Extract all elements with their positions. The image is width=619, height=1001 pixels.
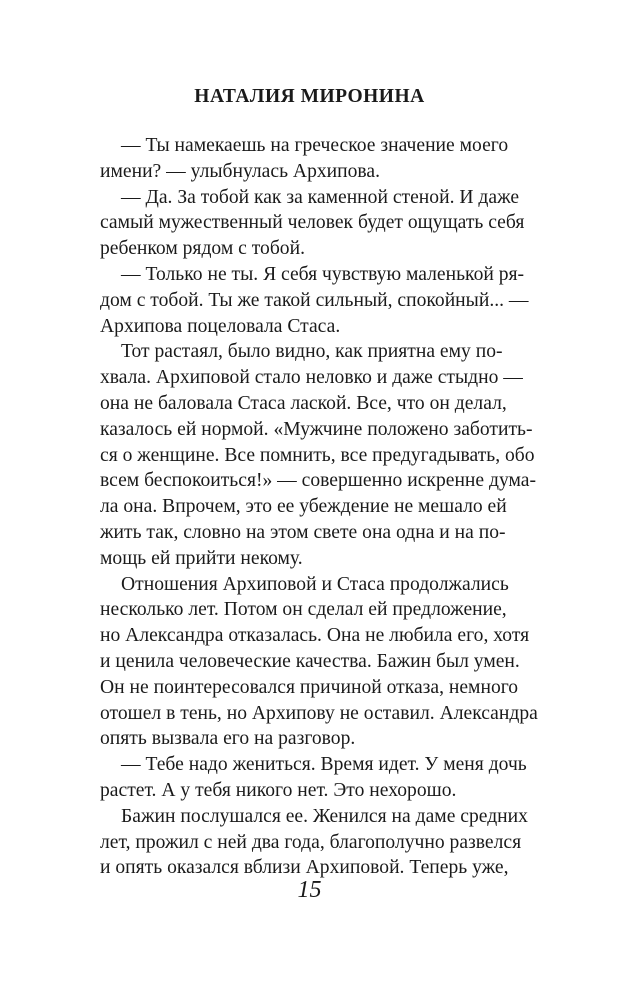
text-line: — Только не ты. Я себя чувствую маленькой ря-	[121, 263, 525, 285]
text-line: лет, прожил с ней два года, благополучно развелся	[100, 831, 522, 853]
text-line: самый мужественный человек будет ощущать себя	[100, 212, 525, 234]
text-line: и опять оказался вблизи Архиповой. Теперь уже,	[100, 857, 509, 879]
text-line: — Да. За тобой как за каменной стеной. И даже	[121, 186, 520, 208]
text-line: и ценила человеческие качества. Бажин был умен.	[100, 650, 520, 672]
text-line: Архипова поцеловала Стаса.	[100, 315, 341, 337]
text-line: Тот растаял, было видно, как приятна ему по-	[121, 341, 503, 363]
text-line: она не баловала Стаса лаской. Все, что он делал,	[100, 392, 507, 414]
text-line: Бажин послушался ее. Женился на даме средних	[121, 805, 528, 827]
running-header-author: НАТАЛИЯ МИРОНИНА	[194, 86, 425, 107]
text-line: опять вызвала его на разговор.	[100, 728, 356, 750]
text-line: Отношения Архиповой и Стаса продолжались	[121, 573, 509, 595]
text-line: — Ты намекаешь на греческое значение моего	[121, 135, 509, 156]
text-line: хвала. Архиповой стало неловко и даже стыдно —	[100, 367, 523, 389]
page-number: 15	[297, 877, 322, 903]
text-line: мощь ей прийти некому.	[100, 547, 303, 569]
text-line: ся о женщине. Все помнить, все предугадывать, обо	[100, 444, 535, 466]
text-line: дом с тобой. Ты же такой сильный, спокойный... —	[100, 289, 529, 311]
text-line: имени? — улыбнулась Архипова.	[100, 160, 381, 182]
text-line: всем беспокоиться!» — совершенно искренне дума-	[100, 470, 536, 492]
text-line: растет. А у тебя никого нет. Это нехорошо.	[100, 779, 457, 801]
body-text	[100, 133, 538, 881]
text-line: отошел в тень, но Архипову не оставил. Александра	[100, 702, 538, 724]
text-line: несколько лет. Потом он сделал ей предложение,	[100, 599, 507, 621]
text-line: — Тебе надо жениться. Время идет. У меня дочь	[121, 754, 527, 776]
text-line: казалось ей нормой. «Мужчине положено заботить-	[100, 418, 533, 440]
text-line: жить так, словно на этом свете она одна и на по-	[100, 521, 506, 543]
text-line: ла она. Впрочем, это ее убеждение не мешало ей	[100, 496, 507, 518]
text-line: но Александра отказалась. Она не любила его, хотя	[100, 625, 530, 647]
text-line: ребенком рядом с тобой.	[100, 238, 305, 260]
text-line: Он не поинтересовался причиной отказа, немного	[100, 676, 519, 698]
